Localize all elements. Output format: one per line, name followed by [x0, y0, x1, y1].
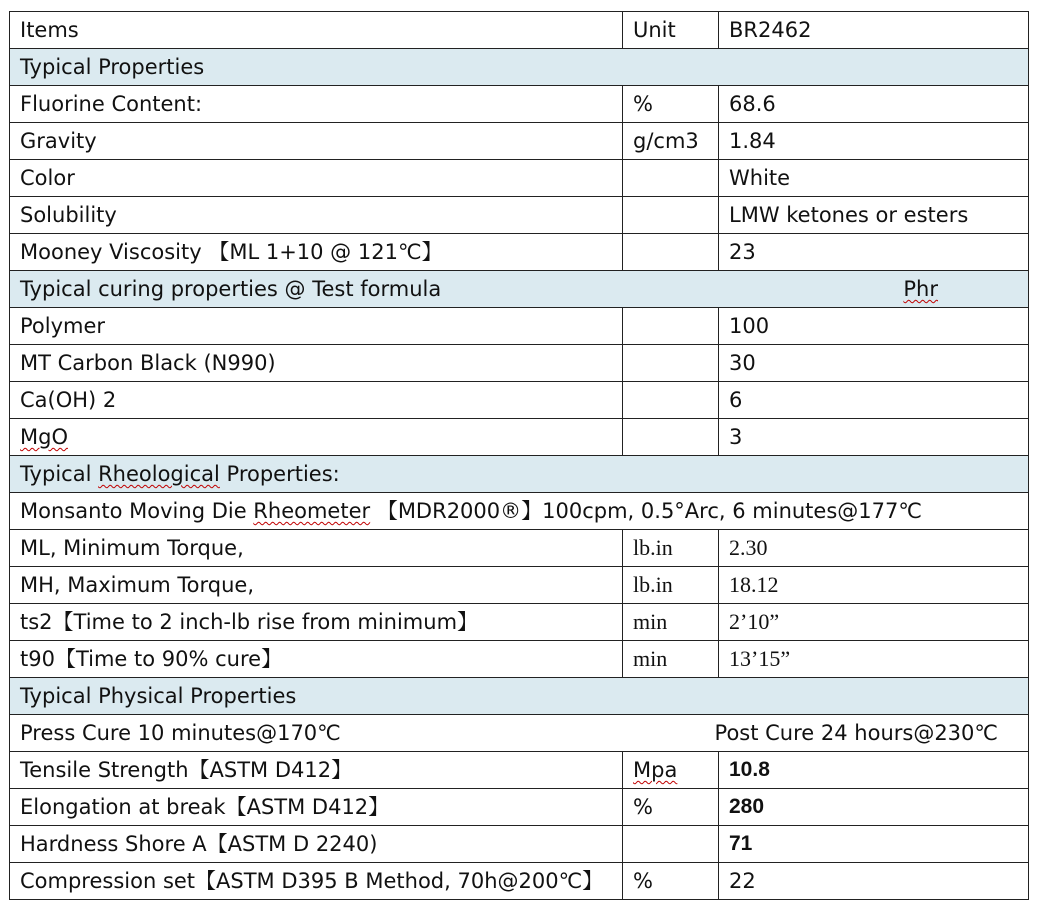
- section-curing: [10, 271, 1029, 308]
- value-cell: 280: [719, 789, 1029, 826]
- item-cell: Polymer: [10, 308, 623, 345]
- product-spec-table: [9, 11, 1029, 900]
- item-cell: Fluorine Content:: [10, 86, 623, 123]
- rheometer-suffix: 【MDR2000®】100cpm, 0.5°Arc, 6 minutes@177℃: [370, 499, 922, 523]
- press-cure-cell: [10, 715, 1029, 752]
- table-row: [10, 530, 1029, 567]
- value-cell: 3: [719, 419, 1029, 456]
- unit-cell: g/cm3: [623, 123, 719, 160]
- unit-cell: %: [623, 789, 719, 826]
- header-unit: Unit: [623, 12, 719, 49]
- table-row: [10, 86, 1029, 123]
- rheometer-cell: [10, 493, 1029, 530]
- table-row: [10, 160, 1029, 197]
- item-cell: Mooney Viscosity 【ML 1+10 @ 121℃】: [10, 234, 623, 271]
- item-cell: Compression set【ASTM D395 B Method, 70h@200℃】: [10, 863, 623, 900]
- header-items: Items: [10, 12, 623, 49]
- unit-cell: [623, 345, 719, 382]
- unit-cell: min: [623, 641, 719, 678]
- table-row: [10, 567, 1029, 604]
- press-cure-left: Press Cure 10 minutes@170℃: [20, 721, 341, 745]
- item-cell: Hardness Shore A【ASTM D 2240): [10, 826, 623, 863]
- table-row: [10, 197, 1029, 234]
- value-cell: 1.84: [719, 123, 1029, 160]
- item-cell: [10, 419, 623, 456]
- unit-cell: %: [623, 86, 719, 123]
- unit-cell: min: [623, 604, 719, 641]
- section-typical-properties: [10, 49, 1029, 86]
- unit-cell: [623, 752, 719, 789]
- item-cell: Solubility: [10, 197, 623, 234]
- press-cure-right: Post Cure 24 hours@230℃: [714, 721, 998, 745]
- unit-cell: %: [623, 863, 719, 900]
- section-title: [10, 271, 1029, 308]
- item-cell: MH, Maximum Torque,: [10, 567, 623, 604]
- value-cell: 2’10”: [719, 604, 1029, 641]
- item-cell: Gravity: [10, 123, 623, 160]
- unit-text: Mpa: [633, 758, 678, 782]
- table-row: [10, 752, 1029, 789]
- table-row: [10, 382, 1029, 419]
- press-cure-row: [10, 715, 1029, 752]
- section-prefix: Typical: [20, 462, 99, 486]
- section-title: [10, 456, 1029, 493]
- section-title: Typical Physical Properties: [10, 678, 1029, 715]
- value-cell: 18.12: [719, 567, 1029, 604]
- value-cell: White: [719, 160, 1029, 197]
- value-cell: LMW ketones or esters: [719, 197, 1029, 234]
- unit-cell: [623, 234, 719, 271]
- section-physical: [10, 678, 1029, 715]
- table-row: [10, 641, 1029, 678]
- unit-cell: [623, 419, 719, 456]
- header-grade: BR2462: [719, 12, 1029, 49]
- value-cell: 23: [719, 234, 1029, 271]
- unit-cell: lb.in: [623, 567, 719, 604]
- value-cell: 2.30: [719, 530, 1029, 567]
- item-cell: Elongation at break【ASTM D412】: [10, 789, 623, 826]
- value-cell: 30: [719, 345, 1029, 382]
- unit-cell: [623, 826, 719, 863]
- value-cell: 6: [719, 382, 1029, 419]
- rheometer-word: Rheometer: [253, 499, 371, 523]
- section-title: Typical Properties: [10, 49, 1029, 86]
- rheometer-prefix: Monsanto Moving Die: [20, 499, 254, 523]
- table-row: [10, 123, 1029, 160]
- item-cell: Color: [10, 160, 623, 197]
- item-cell: ts2【Time to 2 inch-lb rise from minimum】: [10, 604, 623, 641]
- table-row: [10, 863, 1029, 900]
- value-cell: 71: [719, 826, 1029, 863]
- unit-cell: [623, 382, 719, 419]
- header-row: [10, 12, 1029, 49]
- table-row: [10, 308, 1029, 345]
- unit-cell: [623, 160, 719, 197]
- value-cell: 10.8: [719, 752, 1029, 789]
- item-cell: Ca(OH) 2: [10, 382, 623, 419]
- item-cell: t90【Time to 90% cure】: [10, 641, 623, 678]
- table-row: [10, 604, 1029, 641]
- phr-label: Phr: [903, 277, 938, 301]
- section-suffix: Properties:: [219, 462, 340, 486]
- value-cell: 68.6: [719, 86, 1029, 123]
- section-rheological: [10, 456, 1029, 493]
- item-cell: MT Carbon Black (N990): [10, 345, 623, 382]
- unit-cell: [623, 308, 719, 345]
- section-word: Rheological: [98, 462, 220, 486]
- value-cell: 13’15”: [719, 641, 1029, 678]
- item-cell: ML, Minimum Torque,: [10, 530, 623, 567]
- rheometer-row: [10, 493, 1029, 530]
- table-row: [10, 789, 1029, 826]
- table-row: [10, 419, 1029, 456]
- value-cell: 22: [719, 863, 1029, 900]
- section-label: Typical curing properties @ Test formula: [20, 277, 442, 301]
- unit-cell: [623, 197, 719, 234]
- item-cell: Tensile Strength【ASTM D412】: [10, 752, 623, 789]
- unit-cell: lb.in: [623, 530, 719, 567]
- table-row: [10, 234, 1029, 271]
- value-cell: 100: [719, 308, 1029, 345]
- item-text: MgO: [20, 425, 68, 449]
- table-row: [10, 345, 1029, 382]
- table-row: [10, 826, 1029, 863]
